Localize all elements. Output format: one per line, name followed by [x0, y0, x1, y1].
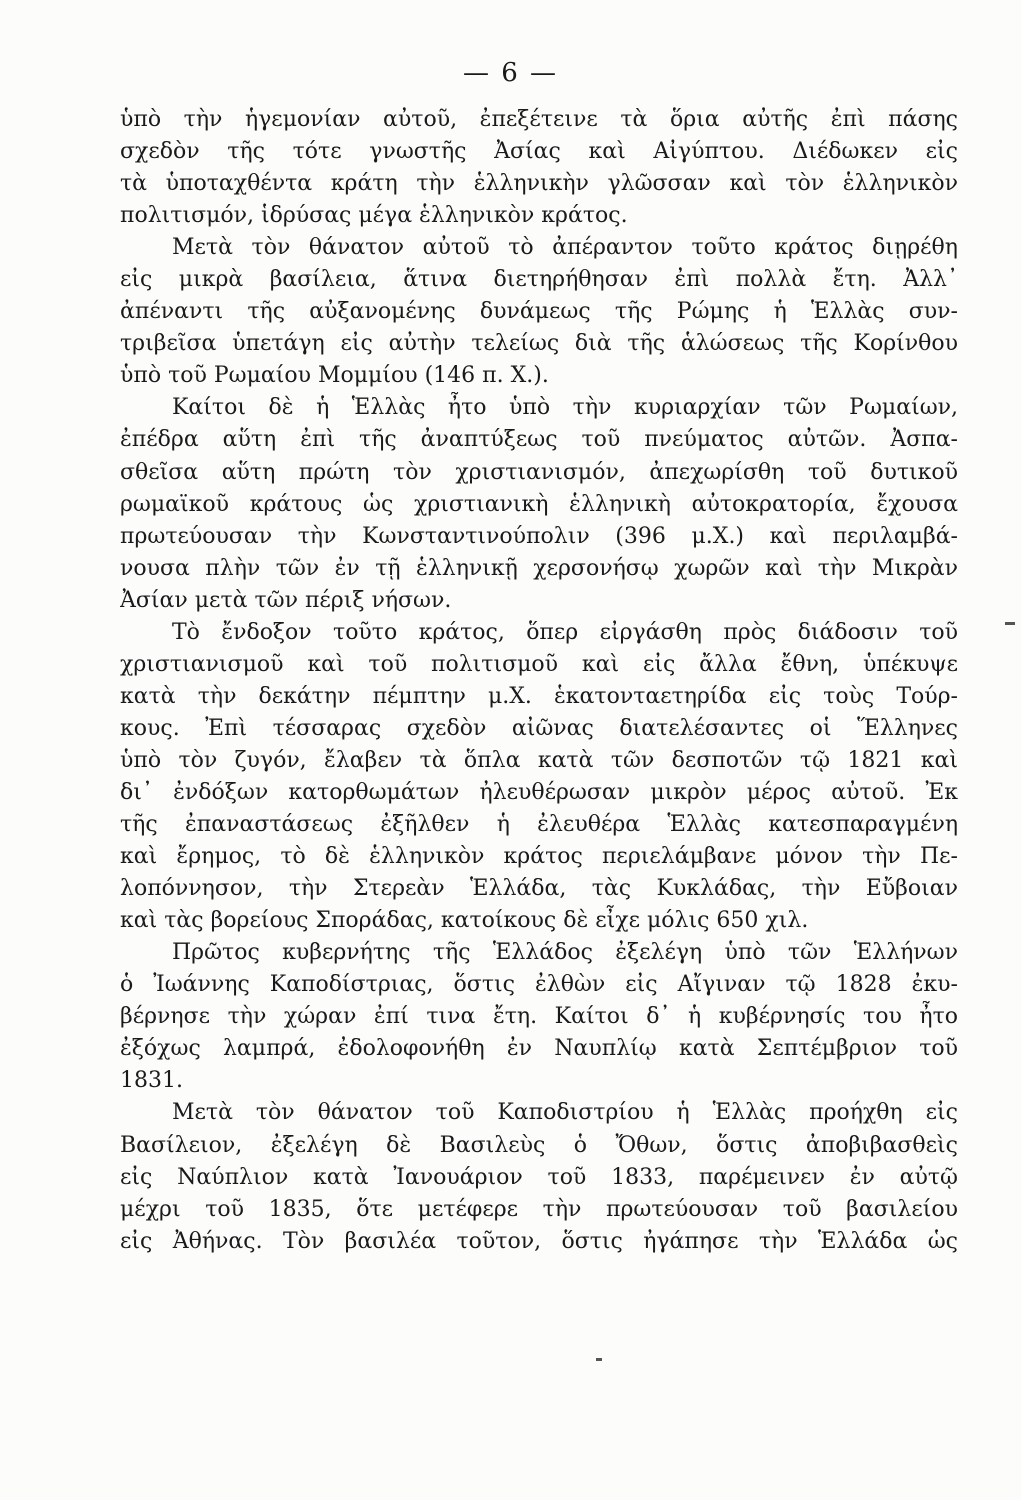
text-line: δι᾽ ἐνδόξων κατορθωμάτων ἠλευθέρωσαν μικρὸν μέρος αὐτοῦ. Ἐκ: [120, 779, 958, 805]
print-mark: [596, 1358, 602, 1361]
body-text: [120, 104, 958, 1258]
paragraph-1: [120, 104, 958, 232]
text-line: τριβεῖσα ὑπετάγη εἰς αὐτὴν τελείως διὰ τῆς ἁλώσεως τῆς Κορίνθου: [120, 331, 958, 357]
text-line: Καίτοι δὲ ἡ Ἑλλὰς ἦτο ὑπὸ τὴν κυριαρχίαν τῶν Ρωμαίων,: [172, 395, 958, 421]
text-line: Μετὰ τὸν θάνατον αὐτοῦ τὸ ἀπέραντον τοῦτο κράτος διῃρέθη: [172, 235, 958, 261]
text-line: καὶ τὰς βορείους Σποράδας, κατοίκους δὲ εἶχε μόλις 650 χιλ.: [120, 908, 809, 934]
text-line: ὑπὸ τὴν ἡγεμονίαν αὐτοῦ, ἐπεξέτεινε τὰ ὅρια αὐτῆς ἐπὶ πάσης: [120, 107, 958, 132]
text-line: καὶ ἔρημος, τὸ δὲ ἑλληνικὸν κράτος περιελάμβανε μόνον τὴν Πε-: [120, 844, 958, 870]
text-line: βέρνησε τὴν χώραν ἐπί τινα ἔτη. Καίτοι δ᾽ ἡ κυβέρνησίς του ἦτο: [120, 1004, 958, 1030]
text-line: ἐξόχως λαμπρά, ἐδολοφονήθη ἐν Ναυπλίῳ κατὰ Σεπτέμβριον τοῦ: [120, 1036, 958, 1062]
text-line: κατὰ τὴν δεκάτην πέμπτην μ.Χ. ἑκατονταετηρίδα εἰς τοὺς Τούρ-: [120, 683, 958, 709]
text-line: Βασίλειον, ἐξελέγη δὲ Βασιλεὺς ὁ Ὄθων, ὅστις ἀποβιβασθεὶς: [120, 1132, 958, 1158]
text-line: ὁ Ἰωάννης Καποδίστριας, ὅστις ἐλθὼν εἰς Αἴγιναν τῷ 1828 ἐκυ-: [120, 972, 958, 998]
print-mark: [1005, 622, 1015, 625]
text-line: ἐπέδρα αὕτη ἐπὶ τῆς ἀναπτύξεως τοῦ πνεύματος αὐτῶν. Ἀσπα-: [120, 427, 958, 453]
text-line: τῆς ἐπαναστάσεως ἐξῆλθεν ἡ ἐλευθέρα Ἑλλὰς κατεσπαραγμένη: [120, 812, 958, 838]
text-line: σχεδὸν τῆς τότε γνωστῆς Ἀσίας καὶ Αἰγύπτου. Διέδωκεν εἰς: [120, 139, 958, 165]
text-line: πρωτεύουσαν τὴν Κωνσταντινούπολιν (396 μ.Χ.) καὶ περιλαμβά-: [120, 523, 958, 549]
paragraph-4: [120, 617, 958, 937]
text-line: εἰς Ναύπλιον κατὰ Ἰανουάριον τοῦ 1833, παρέμεινεν ἐν αὐτῷ: [120, 1164, 958, 1190]
text-line: εἰς Ἀθήνας. Τὸν βασιλέα τοῦτον, ὅστις ἠγάπησε τὴν Ἑλλάδα ὡς: [120, 1228, 958, 1254]
text-line: μέχρι τοῦ 1835, ὅτε μετέφερε τὴν πρωτεύουσαν τοῦ βασιλείου: [120, 1196, 958, 1222]
text-line: ἀπέναντι τῆς αὐξανομένης δυνάμεως τῆς Ρώμης ἡ Ἑλλὰς συν-: [120, 299, 958, 325]
text-line: τὰ ὑποταχθέντα κράτη τὴν ἑλληνικὴν γλῶσσαν καὶ τὸν ἑλληνικὸν: [120, 171, 958, 197]
paragraph-5: [120, 937, 958, 1097]
text-line: Τὸ ἔνδοξον τοῦτο κράτος, ὅπερ εἰργάσθη πρὸς διάδοσιν τοῦ: [172, 619, 958, 645]
text-line: Μετὰ τὸν θάνατον τοῦ Καποδιστρίου ἡ Ἑλλὰς προήχθη εἰς: [172, 1100, 958, 1126]
text-line: Ἀσίαν μετὰ τῶν πέριξ νήσων.: [120, 587, 452, 613]
text-line: πολιτισμόν, ἱδρύσας μέγα ἑλληνικὸν κράτος.: [120, 203, 628, 229]
text-line: ὑπὸ τοῦ Ρωμαίου Μομμίου (146 π. Χ.).: [120, 363, 549, 389]
page-number: — 6 —: [462, 58, 559, 88]
paragraph-6: [120, 1097, 958, 1257]
text-line: Πρῶτος κυβερνήτης τῆς Ἑλλάδος ἐξελέγη ὑπὸ τῶν Ἑλλήνων: [172, 940, 958, 966]
text-line: σθεῖσα αὕτη πρώτη τὸν χριστιανισμόν, ἀπεχωρίσθη τοῦ δυτικοῦ: [120, 459, 958, 485]
text-line: λοπόννησον, τὴν Στερεὰν Ἑλλάδα, τὰς Κυκλάδας, τὴν Εὔβοιαν: [120, 876, 958, 902]
text-line: χριστιανισμοῦ καὶ τοῦ πολιτισμοῦ καὶ εἰς ἄλλα ἔθνη, ὑπέκυψε: [120, 651, 958, 677]
text-line: εἰς μικρὰ βασίλεια, ἅτινα διετηρήθησαν ἐπὶ πολλὰ ἔτη. Ἀλλ᾽: [120, 267, 958, 293]
text-line: ρωμαϊκοῦ κράτους ὡς χριστιανικὴ ἑλληνικὴ αὐτοκρατορία, ἔχουσα: [120, 491, 958, 517]
paragraph-2: [120, 232, 958, 392]
paragraph-3: [120, 392, 958, 616]
text-line: κους. Ἐπὶ τέσσαρας σχεδὸν αἰῶνας διατελέσαντες οἱ Ἕλληνες: [120, 715, 958, 741]
text-line: ὑπὸ τὸν ζυγόν, ἔλαβεν τὰ ὅπλα κατὰ τῶν δεσποτῶν τῷ 1821 καὶ: [120, 747, 958, 773]
text-line: 1831.: [120, 1068, 183, 1094]
text-line: νουσα πλὴν τῶν ἐν τῇ ἑλληνικῇ χερσονήσῳ χωρῶν καὶ τὴν Μικρὰν: [120, 555, 958, 581]
